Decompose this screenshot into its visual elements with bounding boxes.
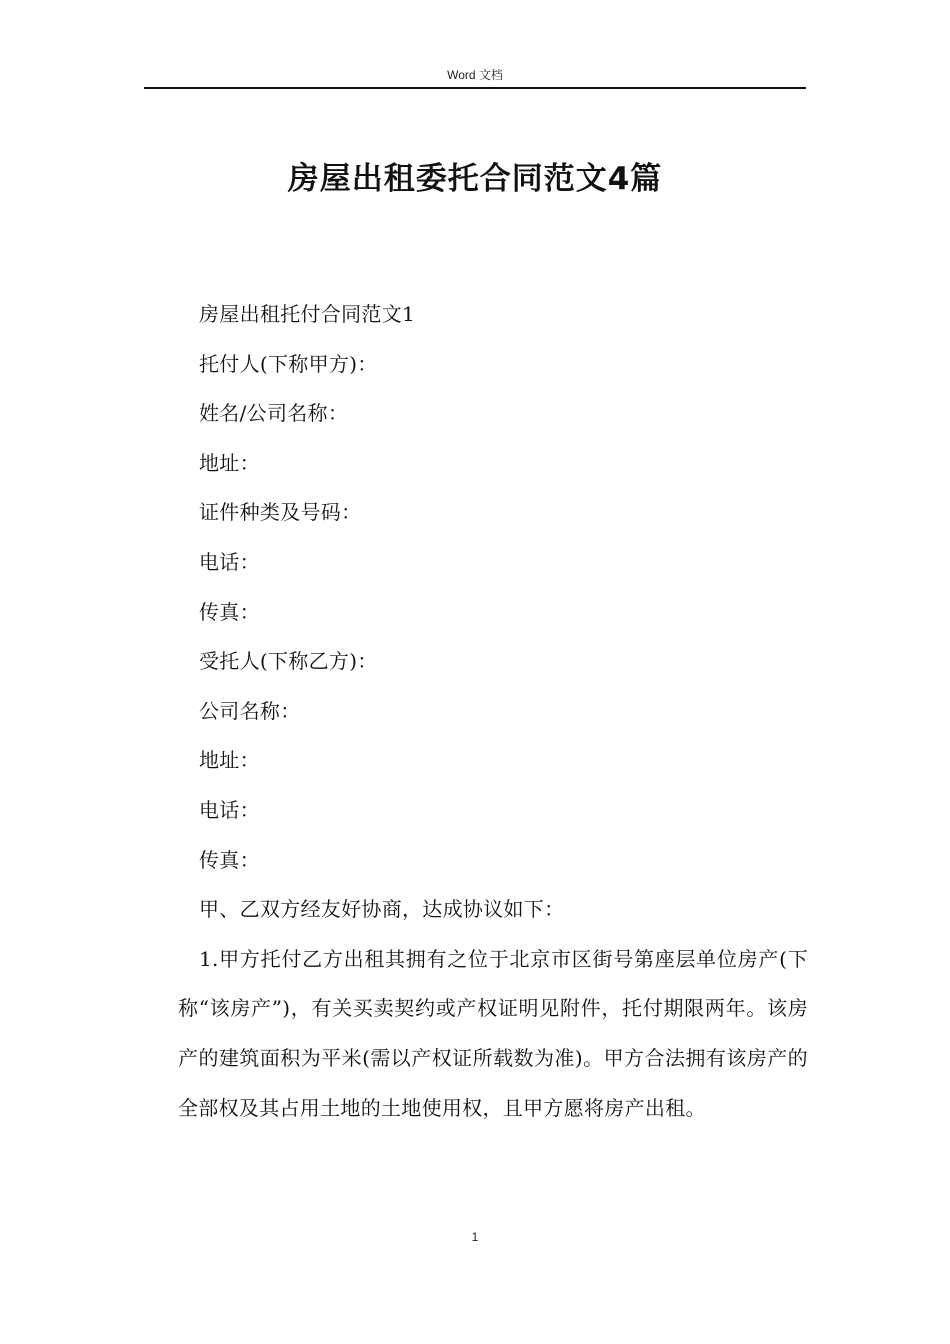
- document-title: 房屋出租委托合同范文4篇: [287, 161, 663, 197]
- page-number: 1: [471, 1230, 479, 1244]
- party-b-phone-field: 电话：: [199, 797, 260, 822]
- header-rule: [144, 87, 806, 89]
- party-a-fax-field: 传真：: [199, 599, 260, 624]
- party-b-address-field: 地址：: [199, 748, 260, 773]
- document-body: [178, 290, 808, 1133]
- party-a-phone-field: 电话：: [199, 549, 260, 574]
- party-a-name-field: 姓名/公司名称：: [199, 401, 349, 426]
- party-a-id-field: 证件种类及号码：: [199, 500, 362, 525]
- party-a-heading: 托付人(下称甲方)：: [199, 351, 378, 376]
- page-header: Word 文档: [447, 68, 503, 82]
- party-b-fax-field: 传真：: [199, 847, 260, 872]
- agreement-intro: 甲、乙双方经友好协商，达成协议如下：: [199, 897, 565, 922]
- party-b-heading: 受托人(下称乙方)：: [199, 649, 378, 674]
- party-a-address-field: 地址：: [199, 450, 260, 475]
- clause-1: 1.甲方托付乙方出租其拥有之位于北京市区街号第座层单位房产(下称“该房产”)，有关买卖契约或产权证明见附件，托付期限两年。该房产的建筑面积为平米(需以产权证所载数为准)。甲方合法拥有该房产的全部权及其占用土地的土地使用权，且甲方愿将房产出租。: [178, 946, 808, 1120]
- party-b-company-field: 公司名称：: [199, 698, 301, 723]
- section-heading: 房屋出租托付合同范文1: [199, 302, 416, 326]
